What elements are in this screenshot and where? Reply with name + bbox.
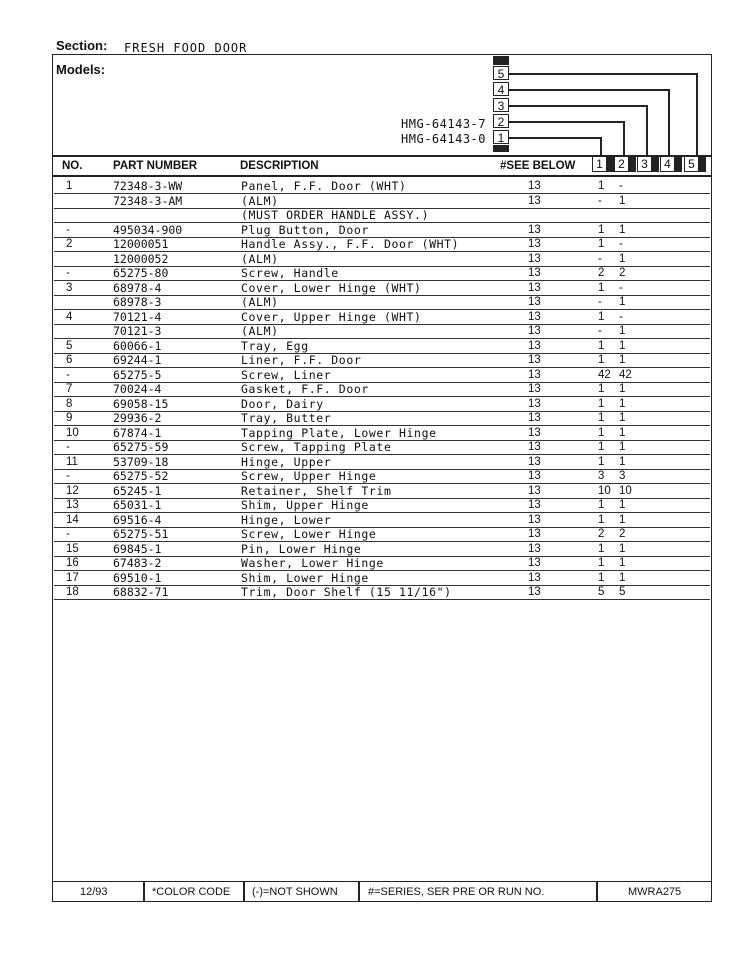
connector-line [623,121,625,156]
header-no: NO. [62,160,83,172]
cell-description: Handle Assy., F.F. Door (WHT) [241,237,460,251]
cell-description: Liner, F.F. Door [241,353,362,367]
cell-col-1: 1 [598,441,605,453]
connector-line [509,73,697,75]
cell-description: Cover, Lower Hinge (WHT) [241,280,422,295]
cell-series: 13 [528,339,541,352]
cell-series: 13 [528,426,541,439]
cell-description: Screw, Liner [241,367,332,382]
cell-col-1: 1 [598,499,605,511]
cell-series: 13 [528,252,541,265]
cell-col-1: 3 [598,470,605,482]
cell-part-number: 72348-3-WW [113,179,183,193]
cell-col-2: 1 [619,571,626,584]
cell-col-2: 1 [619,513,626,526]
cell-no: 13 [66,499,79,511]
cell-series: 13 [528,296,541,308]
cell-col-1: - [598,252,602,265]
cell-description: Screw, Tapping Plate [241,440,392,454]
cell-col-1: 10 [598,484,611,497]
cell-series: 13 [528,383,541,395]
header-see-below: #SEE BELOW [500,160,576,172]
cell-no: - [66,528,70,540]
cell-no: - [66,368,70,381]
cell-series: 13 [528,586,541,598]
cell-description: Trim, Door Shelf (15 11/16") [241,585,452,599]
header-col-3: 3 [637,156,652,172]
cell-col-2: 1 [619,499,626,511]
cell-no: 7 [66,383,73,395]
cell-description: Plug Button, Door [241,222,369,237]
model-box-1: 1 [493,130,509,144]
cell-no: 14 [66,513,79,526]
connector-line [600,137,602,156]
cell-series: 13 [528,267,541,279]
cell-description: Tray, Butter [241,411,332,425]
cell-col-2: 10 [619,484,632,497]
cell-no: 3 [66,281,73,294]
cell-series: 13 [528,542,541,555]
cell-no: 2 [66,238,73,250]
cell-col-1: 2 [598,267,605,279]
connector-line [509,121,624,123]
cell-description: Tray, Egg [241,338,309,353]
cell-part-number: 65275-59 [113,440,169,454]
footer-color-code: *COLOR CODE [152,886,231,898]
connector-line [696,73,698,156]
cell-col-1: 1 [598,180,605,192]
cell-no: - [66,441,70,453]
cell-description: Screw, Handle [241,266,339,280]
footer-divider [143,881,145,902]
cell-description: Hinge, Lower [241,512,332,527]
cell-col-2: 5 [619,586,626,598]
cell-col-1: 1 [598,397,605,410]
cell-description: Screw, Upper Hinge [241,469,377,483]
cell-col-1: 1 [598,542,605,555]
section-label: Section: [56,38,108,53]
header-bottom-rule [52,175,712,177]
cell-no: 4 [66,310,73,323]
cell-part-number: 67874-1 [113,425,162,440]
cell-col-1: 1 [598,455,605,468]
cell-part-number: 69058-15 [113,396,169,411]
cell-no: 15 [66,542,79,555]
cell-col-1: - [598,194,602,207]
cell-col-2: 2 [619,528,626,540]
cell-part-number: 69845-1 [113,541,162,556]
cell-col-2: 1 [619,557,626,569]
cell-description: (MUST ORDER HANDLE ASSY.) [241,208,430,222]
model-name: HMG-64143-7 [401,117,486,131]
cell-series: 13 [528,484,541,497]
footer-not-shown: (-)=NOT SHOWN [252,886,338,898]
cell-col-2: 1 [619,455,626,468]
footer-date: 12/93 [80,886,108,898]
cell-col-1: 5 [598,586,605,598]
cell-col-2: 1 [619,194,626,207]
cell-col-1: 1 [598,557,605,569]
cell-no: 16 [66,557,79,569]
cell-no: 5 [66,339,73,352]
cell-col-1: 1 [598,412,605,424]
cell-part-number: 72348-3-AM [113,193,183,208]
cell-col-1: 2 [598,528,605,540]
cell-description: Retainer, Shelf Trim [241,483,392,498]
cell-col-2: 1 [619,412,626,424]
models-label: Models: [56,62,106,77]
cell-description: Washer, Lower Hinge [241,556,384,570]
model-box-3: 3 [493,98,509,112]
cell-col-1: 1 [598,339,605,352]
cell-col-2: 1 [619,426,626,439]
row-rule [54,599,710,600]
cell-col-1: 1 [598,513,605,526]
cell-series: 13 [528,571,541,584]
cell-description: (ALM) [241,295,279,309]
cell-series: 13 [528,557,541,569]
cell-col-1: 1 [598,238,605,250]
model-name: HMG-64143-0 [401,132,486,146]
cell-no: 12 [66,484,79,497]
cell-part-number: 53709-18 [113,454,169,469]
header-col-4: 4 [660,156,675,172]
cell-part-number: 69516-4 [113,512,162,527]
cell-part-number: 65275-5 [113,367,162,382]
cell-col-2: - [619,180,623,192]
cell-col-2: 1 [619,542,626,555]
cell-col-1: 1 [598,426,605,439]
cell-series: 13 [528,354,541,366]
cell-description: (ALM) [241,251,279,266]
model-box-4: 4 [493,82,509,96]
cell-part-number: 12000051 [113,237,169,251]
cell-no: 18 [66,586,79,598]
cell-no: 9 [66,412,73,424]
footer-doc-id: MWRA275 [628,886,682,898]
cell-col-1: - [598,296,602,308]
cell-part-number: 12000052 [113,251,169,266]
cell-series: 13 [528,528,541,540]
cell-col-1: - [598,325,602,337]
cell-part-number: 70121-4 [113,309,162,324]
cell-part-number: 65275-52 [113,469,169,483]
cell-description: Panel, F.F. Door (WHT) [241,179,407,193]
connector-line [646,105,648,156]
cell-series: 13 [528,281,541,294]
cell-series: 13 [528,180,541,192]
cell-no: 8 [66,397,73,410]
cell-col-2: 1 [619,223,626,236]
cell-description: Screw, Lower Hinge [241,527,377,541]
cell-part-number: 60066-1 [113,338,162,353]
cell-part-number: 68832-71 [113,585,169,599]
cell-part-number: 70024-4 [113,382,162,396]
header-col-5: 5 [684,156,699,172]
header-col-sep [629,156,636,172]
cell-col-1: 1 [598,281,605,294]
cell-part-number: 69510-1 [113,570,162,585]
cell-col-1: 1 [598,223,605,236]
cell-no: 11 [66,455,78,468]
cell-description: Door, Dairy [241,396,324,411]
cell-series: 13 [528,499,541,511]
cell-col-2: 1 [619,383,626,395]
cell-description: Gasket, F.F. Door [241,382,369,396]
cell-no: - [66,267,70,279]
cell-col-2: 1 [619,252,626,265]
cell-description: Shim, Upper Hinge [241,498,369,512]
cell-series: 13 [528,397,541,410]
cell-col-2: 42 [619,368,632,381]
cell-description: Hinge, Upper [241,454,332,469]
header-col-sep [699,156,706,172]
cell-series: 13 [528,238,541,250]
header-col-sep [607,156,614,172]
section-value: FRESH FOOD DOOR [124,41,248,55]
cell-col-2: 2 [619,267,626,279]
connector-line [509,105,647,107]
cell-part-number: 495034-900 [113,222,183,237]
cell-description: (ALM) [241,193,279,208]
cell-series: 13 [528,194,541,207]
cell-col-2: 1 [619,441,626,453]
cell-col-2: - [619,238,623,250]
model-box-5: 5 [493,66,509,80]
cell-part-number: 65245-1 [113,483,162,498]
connector-line [509,137,601,139]
cell-series: 13 [528,325,541,337]
cell-description: Cover, Upper Hinge (WHT) [241,309,422,324]
header-col-sep [675,156,682,172]
cell-series: 13 [528,368,541,381]
cell-col-1: 1 [598,571,605,584]
cell-series: 13 [528,470,541,482]
cell-no: - [66,223,70,236]
cell-series: 13 [528,513,541,526]
cell-part-number: 68978-4 [113,280,162,295]
cell-part-number: 68978-3 [113,295,162,309]
model-box-2: 2 [493,114,509,128]
cell-part-number: 65275-80 [113,266,169,280]
cell-no: 17 [66,571,79,584]
cell-no: 10 [66,426,79,439]
cell-no: 6 [66,354,73,366]
header-col-2: 2 [614,156,629,172]
footer-divider [243,881,245,902]
cell-description: Shim, Lower Hinge [241,570,369,585]
header-part-number: PART NUMBER [113,160,198,172]
cell-no: - [66,470,70,482]
cell-col-2: 1 [619,296,626,308]
cell-col-2: - [619,281,623,294]
model-box-cap [493,56,509,65]
cell-part-number: 65275-51 [113,527,169,541]
header-col-sep [652,156,659,172]
cell-col-2: 1 [619,325,626,337]
connector-line [668,89,670,156]
cell-description: (ALM) [241,324,279,338]
cell-part-number: 69244-1 [113,353,162,367]
cell-description: Tapping Plate, Lower Hinge [241,425,437,440]
footer-divider [596,881,598,902]
cell-no: 1 [66,180,73,192]
cell-col-1: 1 [598,383,605,395]
cell-col-2: 1 [619,397,626,410]
cell-col-1: 1 [598,310,605,323]
footer-divider [358,881,360,902]
cell-series: 13 [528,412,541,424]
header-description: DESCRIPTION [240,160,319,172]
cell-col-2: 3 [619,470,626,482]
cell-series: 13 [528,455,541,468]
model-box-cap [493,145,509,152]
cell-series: 13 [528,310,541,323]
footer-series: #=SERIES, SER PRE OR RUN NO. [368,886,545,898]
cell-col-1: 42 [598,368,611,381]
cell-col-1: 1 [598,354,605,366]
cell-col-2: 1 [619,339,626,352]
cell-part-number: 29936-2 [113,411,162,425]
connector-line [509,89,669,91]
cell-series: 13 [528,223,541,236]
cell-part-number: 67483-2 [113,556,162,570]
cell-part-number: 65031-1 [113,498,162,512]
cell-series: 13 [528,441,541,453]
cell-col-2: 1 [619,354,626,366]
cell-part-number: 70121-3 [113,324,162,338]
cell-col-2: - [619,310,623,323]
header-col-1: 1 [592,156,607,172]
cell-description: Pin, Lower Hinge [241,541,362,556]
